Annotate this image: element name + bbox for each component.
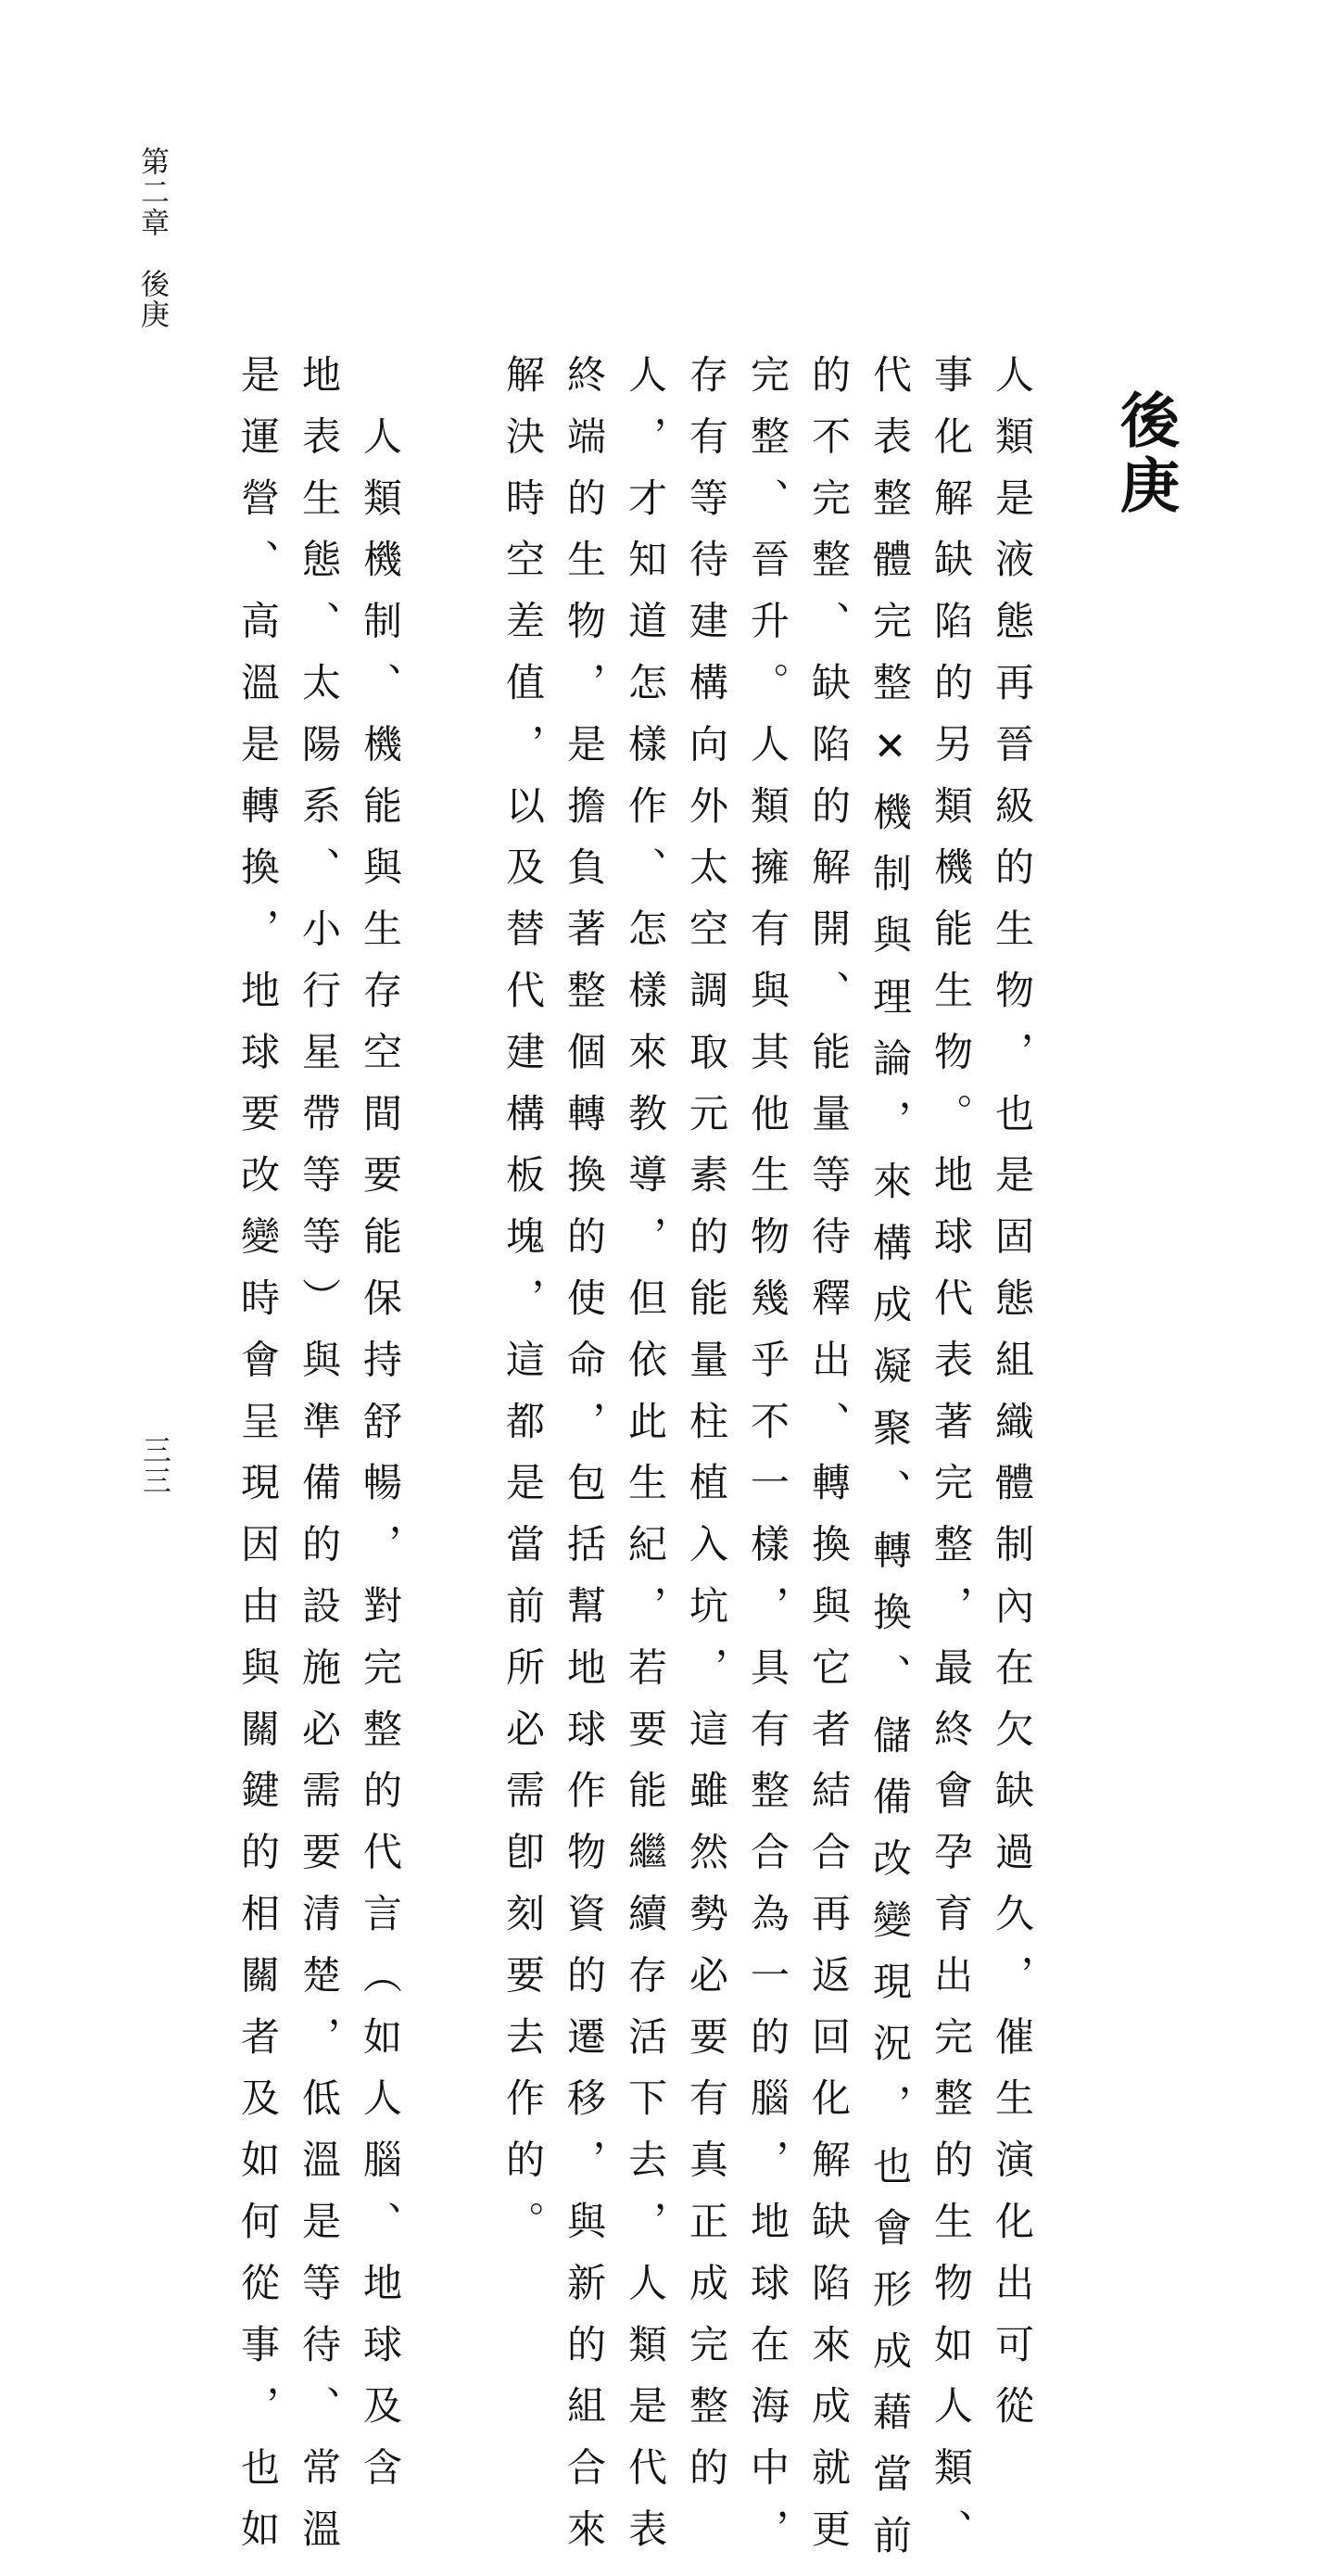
- text-column: 完整、晉升。人類擁有與其他生物幾乎不一樣，具有整合為一的腦，地球在海中，: [745, 354, 790, 2570]
- text-column: 地表生態、太陽系、小行星帶等等）與準備的設施必需要清楚，低溫是等待、常溫: [297, 354, 342, 2570]
- text-column: 存有等待建構向外太空調取元素的能量柱植入坑，這雖然勢必要有真正成完整的: [684, 354, 729, 2508]
- text-column: 人，才知道怎樣作、怎樣來教導，但依此生紀，若要能繼續存活下去，人類是代表: [623, 354, 668, 2570]
- text-column: 終端的生物，是擔負著整個轉換的使命，包括幫地球作物資的遷移，與新的組合來: [562, 354, 607, 2570]
- text-column: 人類機制、機能與生存空間要能保持舒暢，對完整的代言（如人腦、地球及含: [358, 354, 403, 2508]
- text-column: 的不完整、缺陷的解開、能量等待釋出、轉換與它者結合再返回化解缺陷來成就更: [806, 354, 852, 2570]
- text-column: 是運營、高溫是轉換，地球要改變時會呈現因由與關鍵的相關者及如何從事，也如: [235, 354, 281, 2570]
- text-column: 事化解缺陷的另類機能生物。地球代表著完整，最終會孕育出完整的生物如人類、: [929, 354, 974, 2570]
- text-column: 代表整體完整✕機制與理論，來構成凝聚、轉換、儲備改變現況，也會形成藉當前: [867, 354, 913, 2576]
- running-head: 第二章 後庚: [135, 146, 169, 330]
- text-column: 人類是液態再晉級的生物，也是固態組織體制內在欠缺過久，催生演化出可從: [990, 354, 1035, 2447]
- chapter-title: 後庚: [1110, 389, 1180, 519]
- page-number: 三三: [137, 1435, 171, 1496]
- text-column: 解決時空差值，以及替代建構板塊，這都是當前所必需卽刻要去作的。: [500, 354, 546, 2263]
